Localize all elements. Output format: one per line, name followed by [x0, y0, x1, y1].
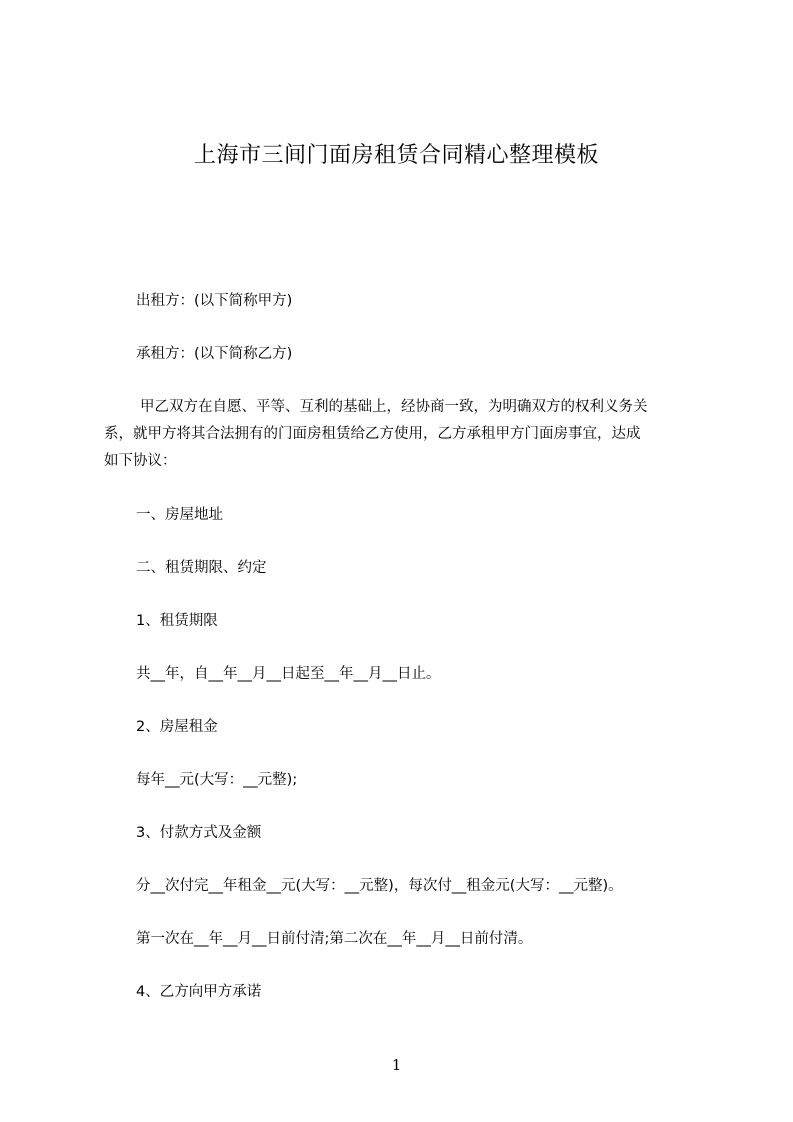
- item-text-payment-amount: 分__次付完__年租金__元(大写：__元整)，每次付__租金元(大写：__元整)。: [136, 878, 623, 894]
- page-number: 1: [391, 1056, 402, 1074]
- item-heading-lease-period: 1、租赁期限: [136, 613, 218, 629]
- preamble-line: 系，就甲方将其合法拥有的门面房租赁给乙方使用，乙方承租甲方门面房事宜，达成: [104, 426, 641, 442]
- preamble-paragraph: [104, 394, 694, 475]
- preamble-line: 甲乙双方在自愿、平等、互利的基础上，经协商一致，为明确双方的权利义务关: [140, 399, 648, 415]
- item-text-payment-schedule: 第一次在__年__月__日前付清;第二次在__年__月__日前付清。: [136, 931, 533, 947]
- item-heading-lessee-commitment: 4、乙方向甲方承诺: [136, 984, 262, 1000]
- item-heading-payment-method: 3、付款方式及金额: [136, 825, 262, 841]
- item-text-rent: 每年__元(大写：__元整);: [136, 772, 298, 788]
- lessee-line: 承租方：(以下简称乙方): [136, 346, 293, 362]
- section-heading-property-address: 一、房屋地址: [136, 507, 223, 523]
- item-text-lease-period: 共__年，自__年__月__日起至__年__月__日止。: [136, 666, 441, 682]
- item-heading-rent: 2、房屋租金: [136, 719, 218, 735]
- document-title: 上海市三间门面房租赁合同精心整理模板: [193, 143, 599, 168]
- section-heading-lease-term: 二、租赁期限、约定: [136, 560, 267, 576]
- lessor-line: 出租方：(以下简称甲方): [136, 293, 293, 309]
- preamble-line: 如下协议：: [104, 453, 177, 469]
